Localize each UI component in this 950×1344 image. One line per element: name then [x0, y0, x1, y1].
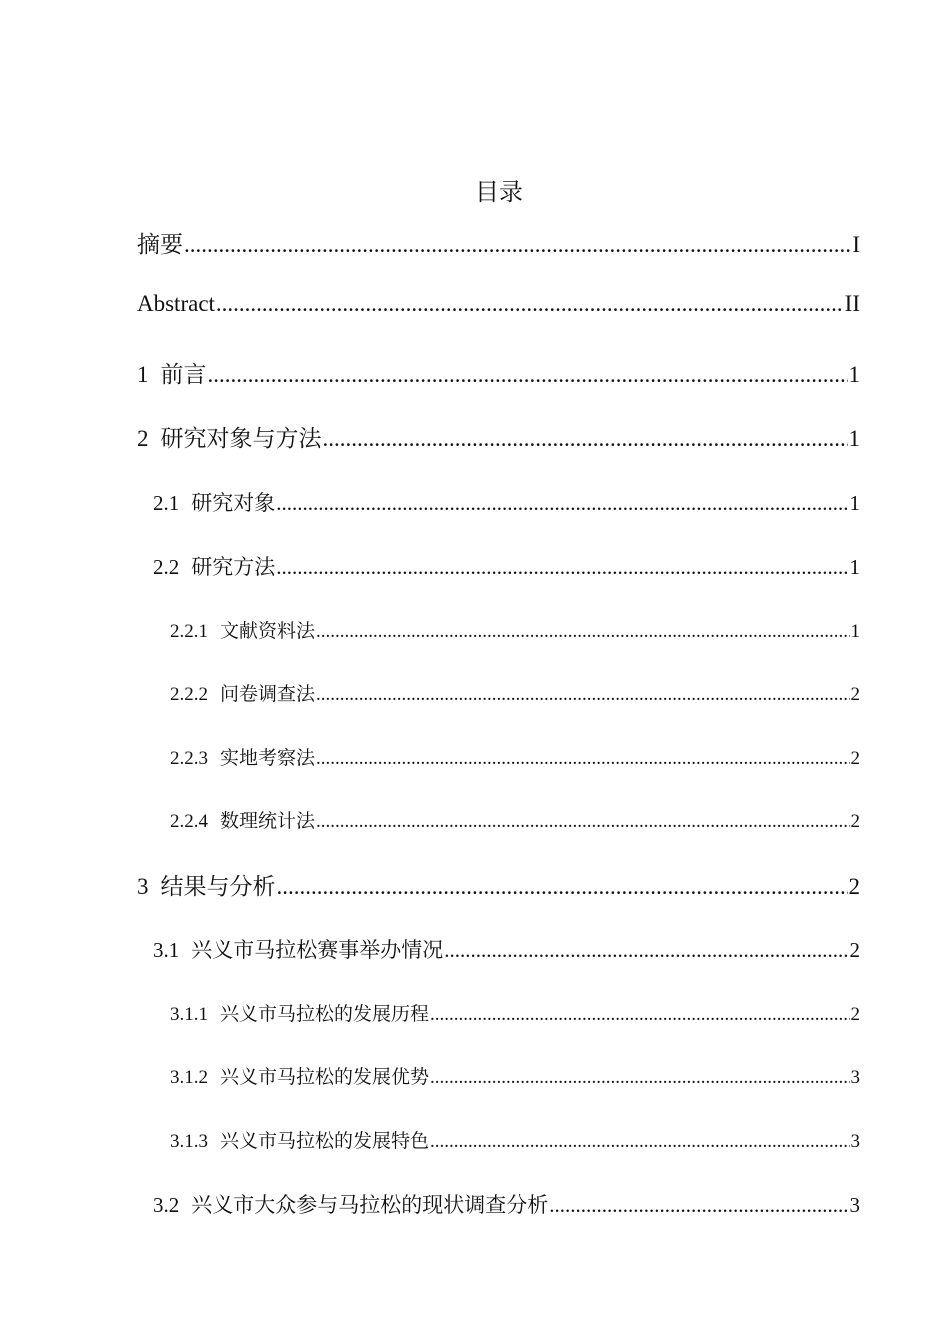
toc-entry-3-2[interactable]	[153, 1189, 860, 1219]
toc-entry-2-2-4[interactable]	[170, 806, 860, 834]
toc-entry-number: 2.2.1	[170, 621, 208, 642]
dot-leader	[277, 874, 848, 900]
toc-entry-page: 3	[849, 1193, 860, 1217]
toc-entry-label: 兴义市马拉松的发展历程	[220, 1003, 430, 1025]
toc-entry-number: 2.2.4	[170, 811, 208, 832]
toc-entry-number: 2.2.3	[170, 748, 208, 769]
toc-entry-label: 兴义市大众参与马拉松的现状调查分析	[191, 1193, 549, 1217]
toc-entry-label: 研究对象	[191, 491, 276, 515]
toc-entry-abstract-cn[interactable]	[137, 226, 860, 258]
dot-leader	[430, 1131, 849, 1153]
toc-entry-2-2-1[interactable]	[170, 616, 860, 644]
dot-leader	[208, 362, 848, 388]
dot-leader	[444, 938, 848, 963]
toc-entry-page: I	[852, 232, 860, 257]
toc-entry-label: 前言	[160, 362, 207, 388]
toc-entry-page: 2	[850, 684, 860, 705]
dot-leader	[549, 1193, 848, 1218]
toc-entry-3-1-3[interactable]	[170, 1126, 860, 1154]
toc-entry-label: 问卷调查法	[220, 683, 316, 705]
toc-entry-2-2-2[interactable]	[170, 679, 860, 707]
dot-leader	[316, 748, 849, 770]
toc-entry-number: 3	[137, 874, 149, 899]
toc-entry-number: 2.2	[153, 555, 180, 579]
toc-entry-label: Abstract	[137, 291, 215, 316]
dot-leader	[430, 1004, 849, 1026]
toc-entry-2-2[interactable]	[153, 551, 860, 581]
toc-entry-label: 兴义市马拉松的发展特色	[220, 1130, 430, 1152]
toc-entry-page: 2	[850, 811, 860, 832]
toc-entry-page: 2	[849, 938, 860, 962]
toc-entry-label: 摘要	[137, 232, 183, 258]
toc-entry-label: 数理统计法	[220, 810, 316, 832]
toc-entry-3-1-1[interactable]	[170, 999, 860, 1027]
toc-entry-2-1[interactable]	[153, 487, 860, 517]
toc-entry-abstract-en[interactable]	[137, 291, 860, 323]
dot-leader	[316, 621, 849, 643]
toc-entry-page: 2	[850, 748, 860, 769]
toc-entry-number: 3.1.2	[170, 1067, 208, 1088]
toc-entry-page: 3	[850, 1067, 860, 1088]
dot-leader	[430, 1067, 849, 1089]
toc-entry-page: 2	[850, 1004, 860, 1025]
dot-leader	[323, 426, 848, 452]
toc-entry-2-2-3[interactable]	[170, 743, 860, 771]
toc-entry-page: 1	[849, 555, 860, 579]
toc-entry-label: 兴义市马拉松的发展优势	[220, 1066, 430, 1088]
toc-entry-number: 3.1.1	[170, 1004, 208, 1025]
toc-entry-page: 1	[848, 362, 860, 387]
toc-entry-page: 2	[848, 874, 860, 899]
toc-entry-1[interactable]	[137, 356, 860, 388]
toc-entry-page: II	[844, 291, 860, 316]
toc-entry-label: 结果与分析	[160, 874, 276, 900]
toc-entry-2[interactable]	[137, 420, 860, 452]
toc-entry-number: 3.1.3	[170, 1131, 208, 1152]
toc-entry-3-1-2[interactable]	[170, 1062, 860, 1090]
toc-entry-3-1[interactable]	[153, 934, 860, 964]
toc-entry-label: 研究方法	[191, 555, 276, 579]
toc-entry-page: 1	[849, 491, 860, 515]
dot-leader	[184, 232, 851, 258]
page-title: 目录	[475, 178, 523, 206]
toc-entry-3[interactable]	[137, 868, 860, 900]
toc-entry-page: 1	[848, 426, 860, 451]
toc-entry-label: 文献资料法	[220, 620, 316, 642]
toc-entry-label: 研究对象与方法	[160, 426, 322, 452]
toc-entry-label: 兴义市马拉松赛事举办情况	[191, 938, 444, 962]
dot-leader	[276, 491, 848, 516]
toc-entry-page: 3	[850, 1131, 860, 1152]
dot-leader	[216, 291, 844, 317]
toc-entry-number: 3.1	[153, 938, 180, 962]
toc-entry-label: 实地考察法	[220, 747, 316, 769]
toc-entry-number: 2	[137, 426, 149, 451]
dot-leader	[316, 684, 849, 706]
dot-leader	[276, 555, 848, 580]
toc-entry-number: 2.1	[153, 491, 180, 515]
toc-entry-number: 1	[137, 362, 149, 387]
toc-entry-page: 1	[850, 621, 860, 642]
toc-entry-number: 2.2.2	[170, 684, 208, 705]
dot-leader	[316, 811, 849, 833]
toc-entry-number: 3.2	[153, 1193, 180, 1217]
